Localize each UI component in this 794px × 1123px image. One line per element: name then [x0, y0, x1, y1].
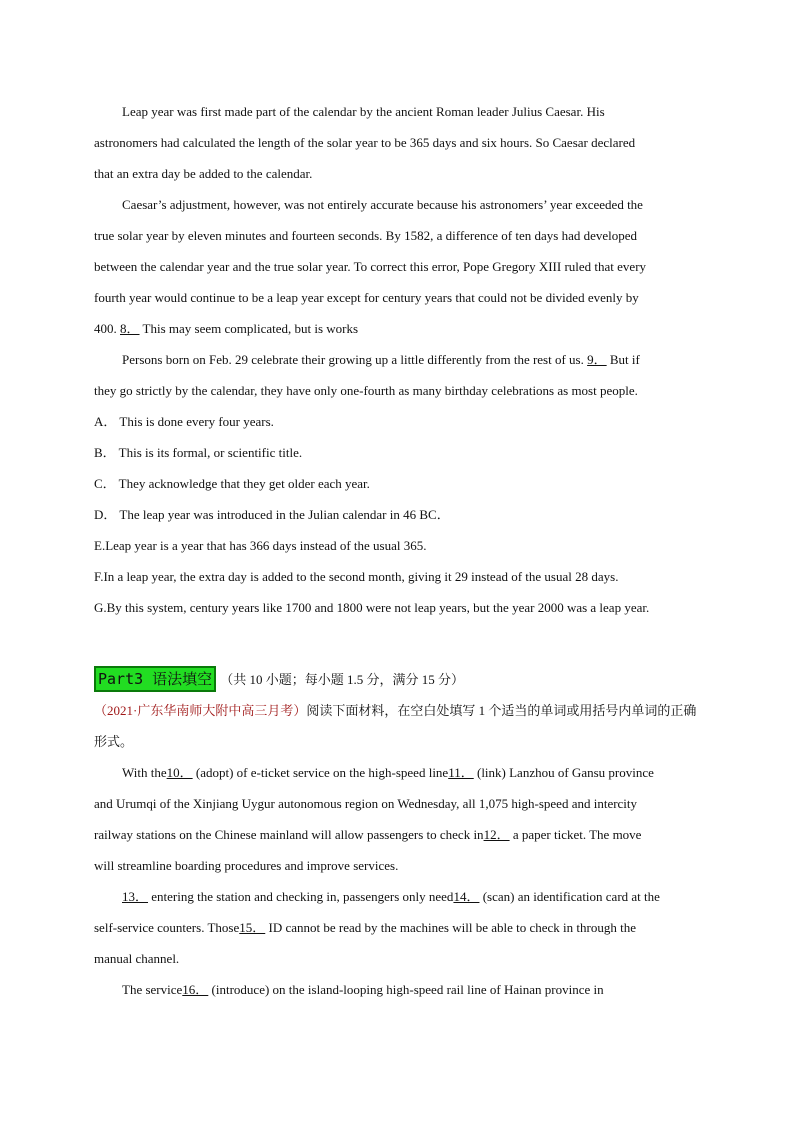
- passage1-line: astronomers had calculated the length of the solar year to be 365 days and six hours. So Caesar declared: [94, 135, 636, 150]
- passage2-line: manual channel.: [94, 951, 180, 966]
- passage1-line: Caesar’s adjustment, however, was not entirely accurate because his astronomers’ year exceeded the: [122, 197, 643, 212]
- passage2-line: [94, 974, 698, 1005]
- line-text: self-service counters. Those: [94, 920, 240, 935]
- passage2-line: and Urumqi of the Xinjiang Uygur autonomous region on Wednesday, all 1,075 high-speed and intercity: [94, 796, 638, 811]
- part3-heading: [94, 664, 698, 695]
- line-text: 400.: [94, 321, 117, 336]
- passage1-line: true solar year by eleven minutes and fourteen seconds. By 1582, a difference of ten days had developed: [94, 228, 638, 243]
- line-text: a paper ticket. The move: [512, 827, 642, 842]
- blank-15[interactable]: 15．: [239, 920, 266, 935]
- line-text: (introduce) on the island-looping high-speed rail line of Hainan province in: [211, 982, 604, 997]
- option-d: D． The leap year was introduced in the Julian calendar in 46 BC．: [94, 507, 450, 522]
- line-text: ID cannot be read by the machines will be able to check in through the: [268, 920, 636, 935]
- passage2-line: [94, 881, 698, 912]
- line-text: entering the station and checking in, passengers only need: [151, 889, 454, 904]
- blank-11[interactable]: 11．: [448, 765, 474, 780]
- part3-title: Part3 语法填空: [94, 666, 216, 692]
- option-f: F.In a leap year, the extra day is added to the second month, giving it 29 instead of the usual 28 days.: [94, 569, 619, 584]
- part3-source: （2021·广东华南师大附中高三月考）: [94, 703, 307, 718]
- option-e: E.Leap year is a year that has 366 days instead of the usual 365.: [94, 538, 427, 553]
- passage1-line: [94, 313, 698, 344]
- option-a: A． This is done every four years.: [94, 414, 274, 429]
- passage2-line: [94, 912, 698, 943]
- part3-note: （共 10 小题；每小题 1.5 分，满分 15 分）: [220, 672, 464, 687]
- passage1-line: between the calendar year and the true solar year. To correct this error, Pope Gregory XIII ruled that every: [94, 259, 647, 274]
- line-text: (link) Lanzhou of Gansu province: [476, 765, 654, 780]
- line-text: railway stations on the Chinese mainland will allow passengers to check in: [94, 827, 484, 842]
- line-text: This may seem complicated, but is works: [142, 321, 359, 336]
- line-text: Persons born on Feb. 29 celebrate their growing up a little differently from the rest of us.: [122, 352, 584, 367]
- blank-10[interactable]: 10．: [166, 765, 193, 780]
- line-text: The service: [122, 982, 183, 997]
- option-c: C． They acknowledge that they get older each year.: [94, 476, 370, 491]
- passage1-line: [94, 344, 698, 375]
- document-page: [94, 96, 698, 1005]
- option-b: B． This is its formal, or scientific title.: [94, 445, 303, 460]
- passage2-line: [94, 819, 698, 850]
- part3-instruction: [94, 695, 698, 757]
- line-text: But if: [609, 352, 640, 367]
- passage1-line: Leap year was first made part of the calendar by the ancient Roman leader Julius Caesar. His: [122, 104, 605, 119]
- blank-16[interactable]: 16．: [182, 982, 209, 997]
- line-text: (adopt) of e-ticket service on the high-speed line: [195, 765, 449, 780]
- blank-8[interactable]: 8．: [120, 321, 140, 336]
- line-text: With the: [122, 765, 167, 780]
- blank-14[interactable]: 14．: [453, 889, 480, 904]
- passage1-line: that an extra day be added to the calendar.: [94, 166, 313, 181]
- passage2-line: [94, 757, 698, 788]
- passage1-line: fourth year would continue to be a leap year except for century years that could not be divided evenly by: [94, 290, 639, 305]
- passage1-line: they go strictly by the calendar, they have only one-fourth as many birthday celebrations as most people.: [94, 383, 638, 398]
- line-text: (scan) an identification card at the: [482, 889, 660, 904]
- blank-9[interactable]: 9．: [587, 352, 607, 367]
- passage2-line: will streamline boarding procedures and improve services.: [94, 858, 399, 873]
- blank-12[interactable]: 12．: [483, 827, 510, 842]
- instruction-text: 阅读下面材料，在空白处填写 1 个适当的单词或用括号内单词的正确形式。: [94, 703, 697, 749]
- option-g: G.By this system, century years like 1700 and 1800 were not leap years, but the year 2000 was a leap year.: [94, 600, 650, 615]
- blank-13[interactable]: 13．: [122, 889, 149, 904]
